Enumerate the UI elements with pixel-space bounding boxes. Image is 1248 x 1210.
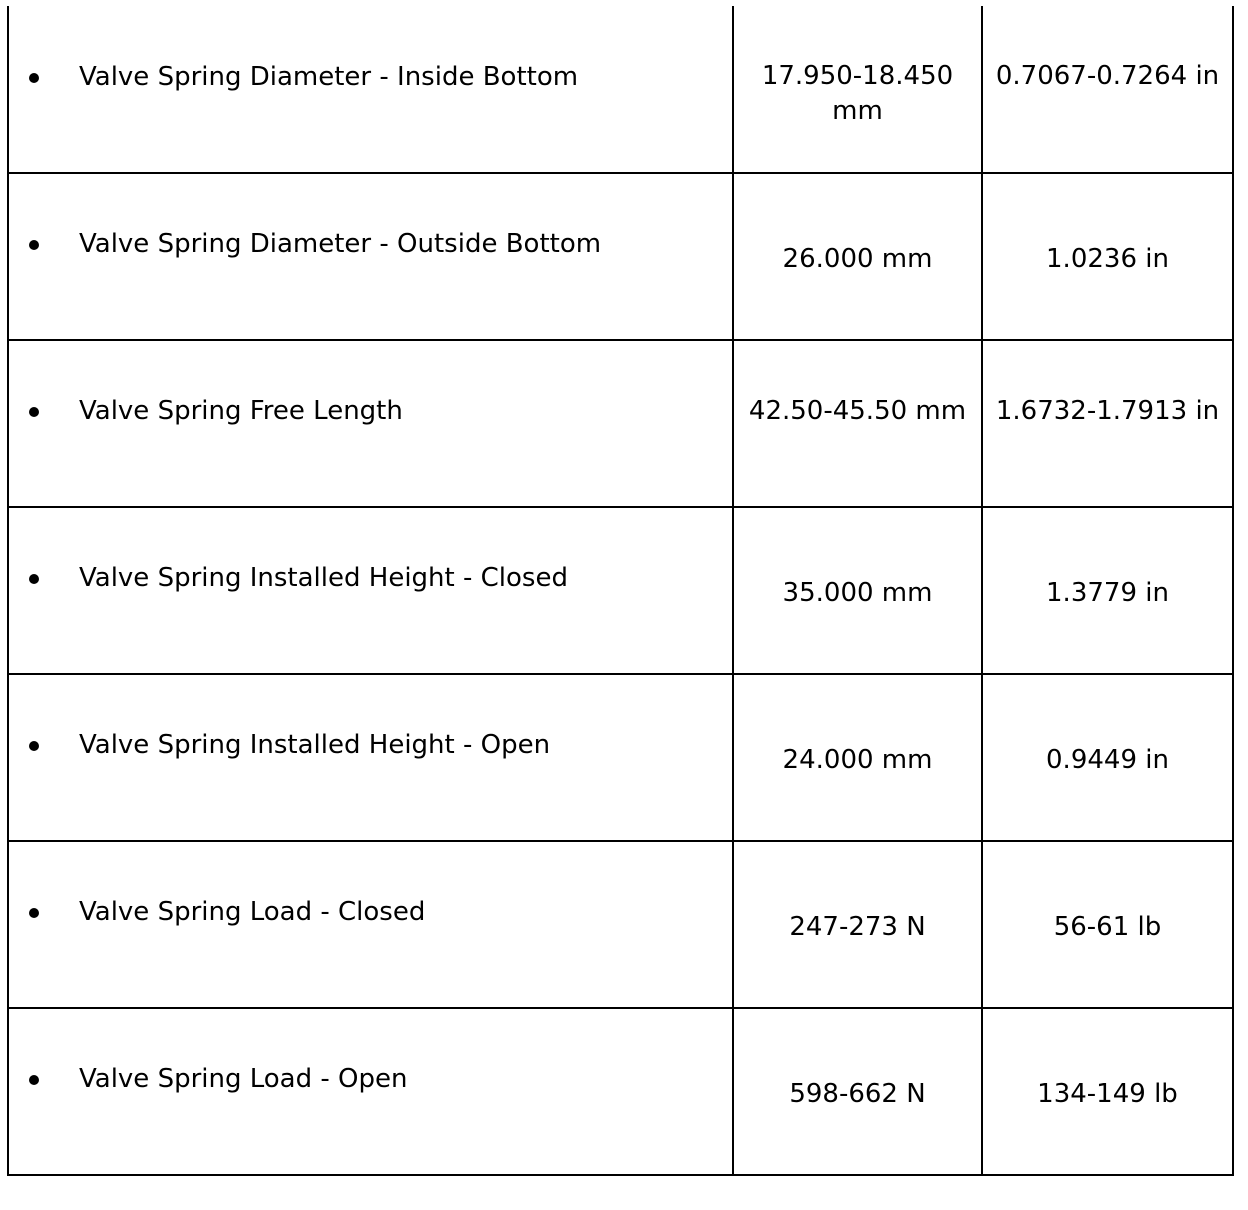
spec-name: Valve Spring Installed Height - Open (79, 730, 551, 760)
metric-value: 598-662 N (789, 1079, 926, 1109)
table-row (8, 340, 1233, 507)
spec-name-cell (8, 674, 733, 841)
metric-value-cell (733, 1008, 982, 1175)
imperial-value-cell (982, 173, 1233, 340)
spec-name-cell (8, 841, 733, 1008)
spec-name-cell (8, 507, 733, 674)
metric-value-cell (733, 340, 982, 507)
spec-name-cell (8, 173, 733, 340)
imperial-value: 1.6732-1.7913 in (995, 396, 1220, 426)
metric-value-cell (733, 6, 982, 173)
metric-value-cell (733, 674, 982, 841)
spec-name: Valve Spring Load - Open (79, 1064, 408, 1094)
metric-value-cell (733, 841, 982, 1008)
bullet-icon (29, 1075, 39, 1085)
metric-value: 42.50-45.50 mm (748, 396, 967, 426)
imperial-value: 134-149 lb (1037, 1079, 1178, 1109)
spec-name-cell (8, 340, 733, 507)
imperial-value-cell (982, 674, 1233, 841)
spec-name: Valve Spring Free Length (79, 396, 403, 426)
table-row (8, 841, 1233, 1008)
imperial-value: 0.9449 in (1046, 745, 1169, 775)
imperial-value-cell (982, 1008, 1233, 1175)
metric-value-cell (733, 507, 982, 674)
metric-value: 247-273 N (789, 912, 926, 942)
spec-name-cell (8, 6, 733, 173)
metric-value: 35.000 mm (782, 578, 933, 608)
imperial-value: 0.7067-0.7264 in (995, 61, 1220, 91)
imperial-value: 1.3779 in (1046, 578, 1169, 608)
table-row (8, 6, 1233, 173)
metric-value-cell (733, 173, 982, 340)
spec-name: Valve Spring Diameter - Inside Bottom (79, 61, 579, 92)
imperial-value-cell (982, 841, 1233, 1008)
bullet-icon (29, 240, 39, 250)
imperial-value-cell (982, 6, 1233, 173)
bullet-icon (29, 407, 39, 417)
imperial-value: 1.0236 in (1046, 244, 1169, 274)
bullet-icon (29, 741, 39, 751)
valve-spring-specifications-table (7, 6, 1234, 1176)
spec-name: Valve Spring Load - Closed (79, 897, 426, 927)
table-row (8, 173, 1233, 340)
table-row (8, 507, 1233, 674)
bullet-icon (29, 908, 39, 918)
metric-value: 17.950-18.450 mm (761, 61, 954, 126)
imperial-value-cell (982, 340, 1233, 507)
spec-name: Valve Spring Diameter - Outside Bottom (79, 229, 602, 259)
metric-value: 24.000 mm (782, 745, 933, 775)
spec-name-cell (8, 1008, 733, 1175)
bullet-icon (29, 574, 39, 584)
metric-value: 26.000 mm (782, 244, 933, 274)
table-row (8, 1008, 1233, 1175)
imperial-value-cell (982, 507, 1233, 674)
spec-name: Valve Spring Installed Height - Closed (79, 563, 568, 593)
bullet-icon (29, 73, 39, 83)
table-row (8, 674, 1233, 841)
imperial-value: 56-61 lb (1053, 912, 1162, 942)
